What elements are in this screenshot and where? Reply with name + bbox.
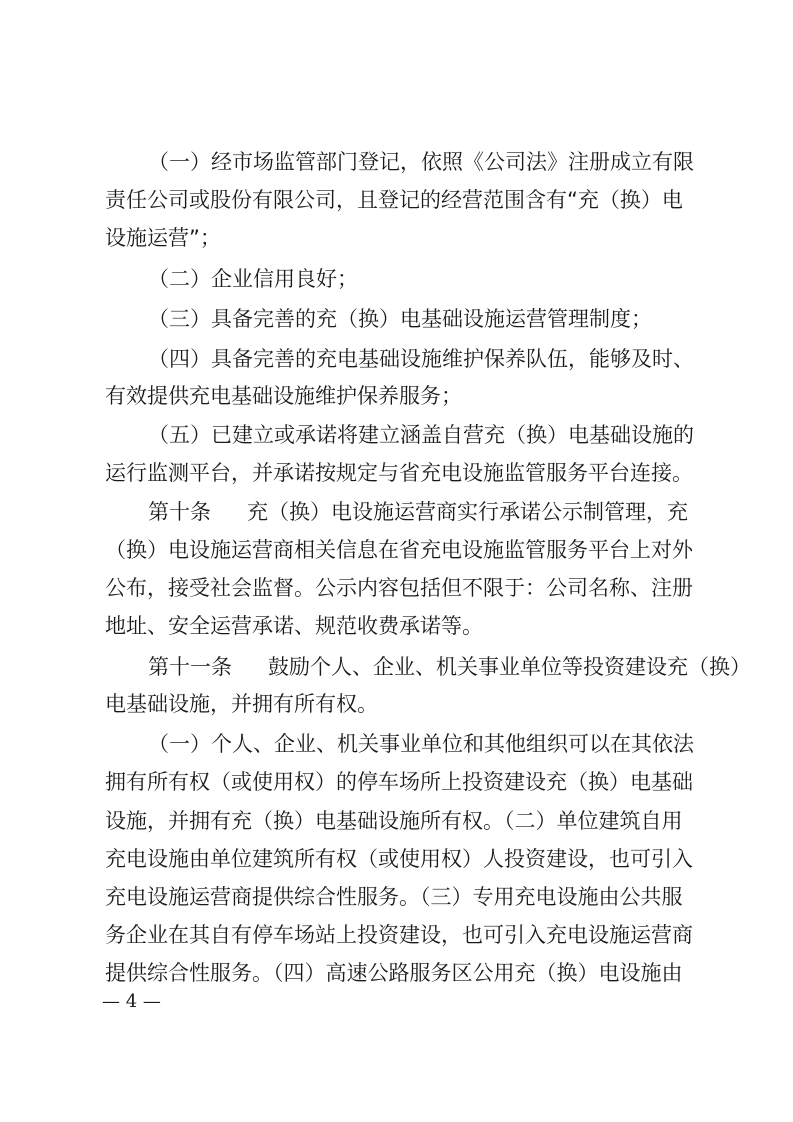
paragraph-line: （一）个人、企业、机关事业单位和其他组织可以在其依法: [148, 732, 694, 756]
paragraph-line: 鼓励个人、企业、机关事业单位等投资建设充（换）: [268, 655, 751, 679]
paragraph-line: （五）已建立或承诺将建立涵盖自营充（换）电基础设施的: [148, 423, 694, 447]
paragraph-line: 运行监测平台，并承诺按规定与省充电设施监管服务平台连接。: [105, 461, 693, 485]
article-10-heading: 第十条: [148, 500, 211, 524]
paragraph-line: 充（换）电设施运营商实行承诺公示制管理，充: [247, 500, 688, 524]
article-11-line: [148, 652, 751, 682]
paragraph-line: （四）具备完善的充电基础设施维护保养队伍，能够及时、: [148, 347, 694, 371]
paragraph-line: （一）经市场监管部门登记，依照《公司法》注册成立有限: [148, 150, 694, 174]
paragraph-line: （换）电设施运营商相关信息在省充电设施监管服务平台上对外: [105, 538, 693, 562]
paragraph-line: （二）企业信用良好；: [148, 267, 358, 291]
paragraph-line: 设施，并拥有充（换）电基础设施所有权。（二）单位建筑自用: [105, 809, 683, 833]
paragraph-line: 设施运营”；: [105, 226, 221, 250]
paragraph-line: 提供综合性服务。（四）高速公路服务区公用充（换）电设施由: [105, 961, 683, 985]
paragraph-line: 充电设施运营商提供综合性服务。（三）专用充电设施由公共服: [105, 885, 683, 909]
article-11-heading: 第十一条: [148, 655, 232, 679]
page-number: — 4 —: [102, 991, 161, 1012]
paragraph-line: 电基础设施，并拥有所有权。: [105, 692, 378, 716]
paragraph-line: （三）具备完善的充（换）电基础设施运营管理制度；: [148, 307, 652, 331]
paragraph-line: 拥有所有权（或使用权）的停车场所上投资建设充（换）电基础: [105, 770, 693, 794]
paragraph-line: 充电设施由单位建筑所有权（或使用权）人投资建设，也可引入: [105, 847, 693, 871]
paragraph-line: 务企业在其自有停车场站上投资建设，也可引入充电设施运营商: [105, 923, 693, 947]
paragraph-line: 地址、安全运营承诺、规范收费承诺等。: [105, 614, 483, 638]
paragraph-line: 责任公司或股份有限公司，且登记的经营范围含有“充（换）电: [105, 188, 683, 212]
article-10-line: [148, 497, 688, 527]
paragraph-line: 有效提供充电基础设施维护保养服务；: [105, 384, 462, 408]
paragraph-line: 公布，接受社会监督。公示内容包括但不限于：公司名称、注册: [105, 576, 693, 600]
